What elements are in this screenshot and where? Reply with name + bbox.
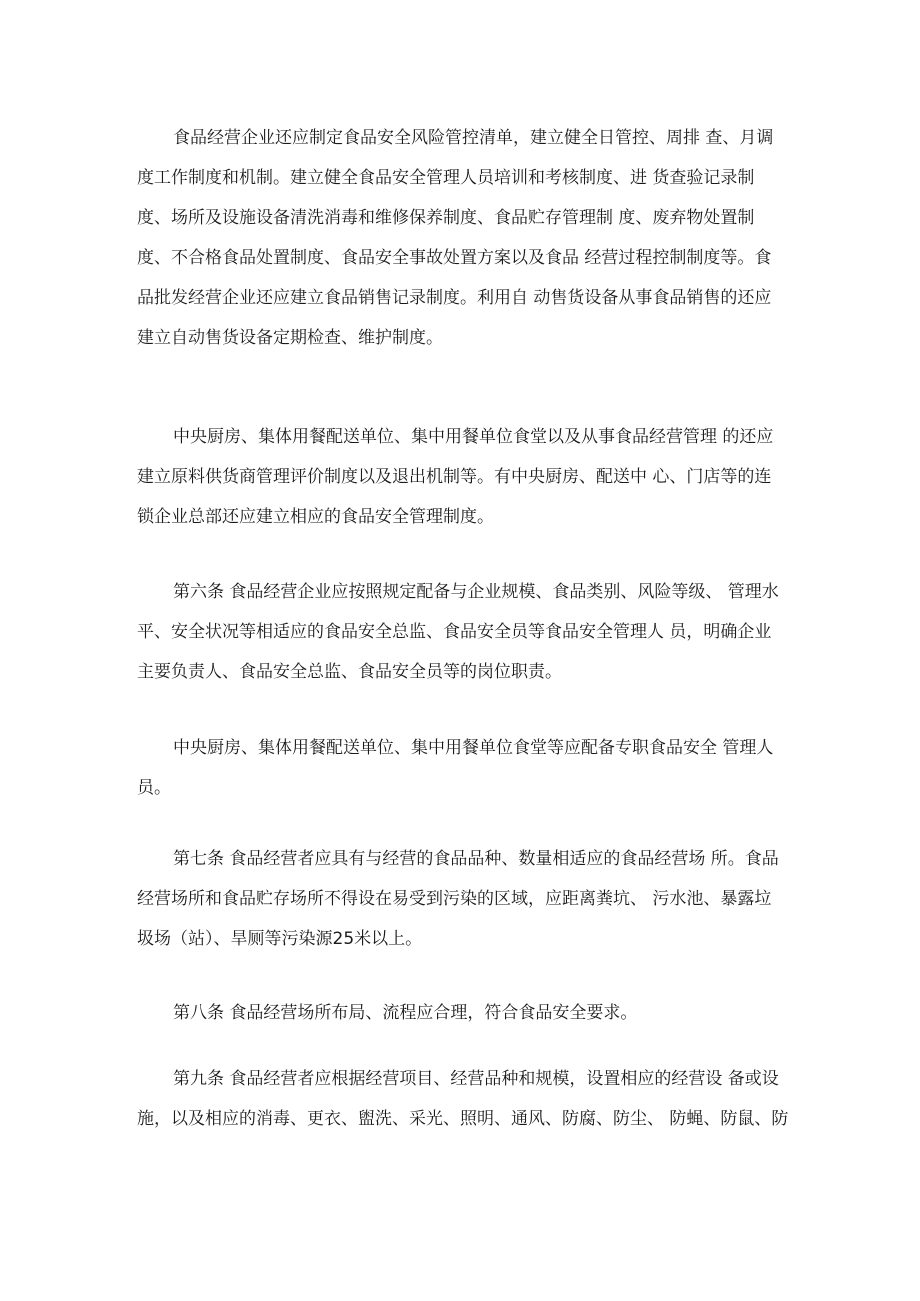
- text-line: 第六条 食品经营企业应按照规定配备与企业规模、食品类别、风险等级、 管理水: [173, 582, 779, 602]
- text-line: 建立原料供货商管理评价制度以及退出机制等。有中央厨房、配送中 心、门店等的连: [137, 467, 772, 487]
- text-line: 中央厨房、集体用餐配送单位、集中用餐单位食堂等应配备专职食品安全 管理人: [173, 738, 774, 758]
- text-line: 施，以及相应的消毒、更衣、盥洗、采光、照明、通风、防腐、防尘、 防蝇、防鼠、防: [137, 1109, 789, 1129]
- text-line: 锁企业总部还应建立相应的食品安全管理制度。: [137, 507, 494, 527]
- text-line: 平、安全状况等相适应的食品安全总监、食品安全员等食品安全管理人 员，明确企业: [137, 622, 772, 642]
- paragraph-article-9: [137, 1059, 797, 1139]
- text-line: 食品经营企业还应制定食品安全风险管控清单，建立健全日管控、周排 查、月调: [173, 128, 774, 148]
- paragraph-article-6: [137, 572, 797, 692]
- paragraph-article-8: [137, 993, 797, 1033]
- text-line: 度工作制度和机制。建立健全食品安全管理人员培训和考核制度、进 货查验记录制: [137, 168, 755, 188]
- text-line: 第七条 食品经营者应具有与经营的食品品种、数量相适应的食品经营场 所。食品: [173, 849, 779, 869]
- text-line: 中央厨房、集体用餐配送单位、集中用餐单位食堂以及从事食品经营管理 的还应: [173, 427, 774, 447]
- text-line: 建立自动售货设备定期检查、维护制度。: [137, 328, 443, 348]
- text-line: 员。: [137, 778, 171, 798]
- text-line: 主要负责人、食品安全总监、食品安全员等的岗位职责。: [137, 662, 562, 682]
- text-line: 品批发经营企业还应建立食品销售记录制度。利用自 动售货设备从事食品销售的还应: [137, 288, 772, 308]
- paragraph-central-kitchen-staff: [137, 728, 797, 808]
- paragraph-article-7: [137, 839, 797, 959]
- text-line: 第八条 食品经营场所布局、流程应合理，符合食品安全要求。: [173, 1003, 638, 1023]
- text-line: 度、场所及设施设备清洗消毒和维修保养制度、食品贮存管理制 度、废弃物处置制: [137, 208, 755, 228]
- text-line: 经营场所和食品贮存场所不得设在易受到污染的区域，应距离粪坑、 污水池、暴露垃: [137, 889, 772, 909]
- paragraph-risk-control: [137, 118, 797, 358]
- text-line: 度、不合格食品处置制度、食品安全事故处置方案以及食品 经营过程控制制度等。食: [137, 248, 772, 268]
- text-line: 圾场（站）、旱厕等污染源25米以上。: [137, 929, 423, 949]
- paragraph-central-kitchen-supplier: [137, 417, 797, 537]
- text-line: 第九条 食品经营者应根据经营项目、经营品种和规模，设置相应的经营设 备或设: [173, 1069, 779, 1089]
